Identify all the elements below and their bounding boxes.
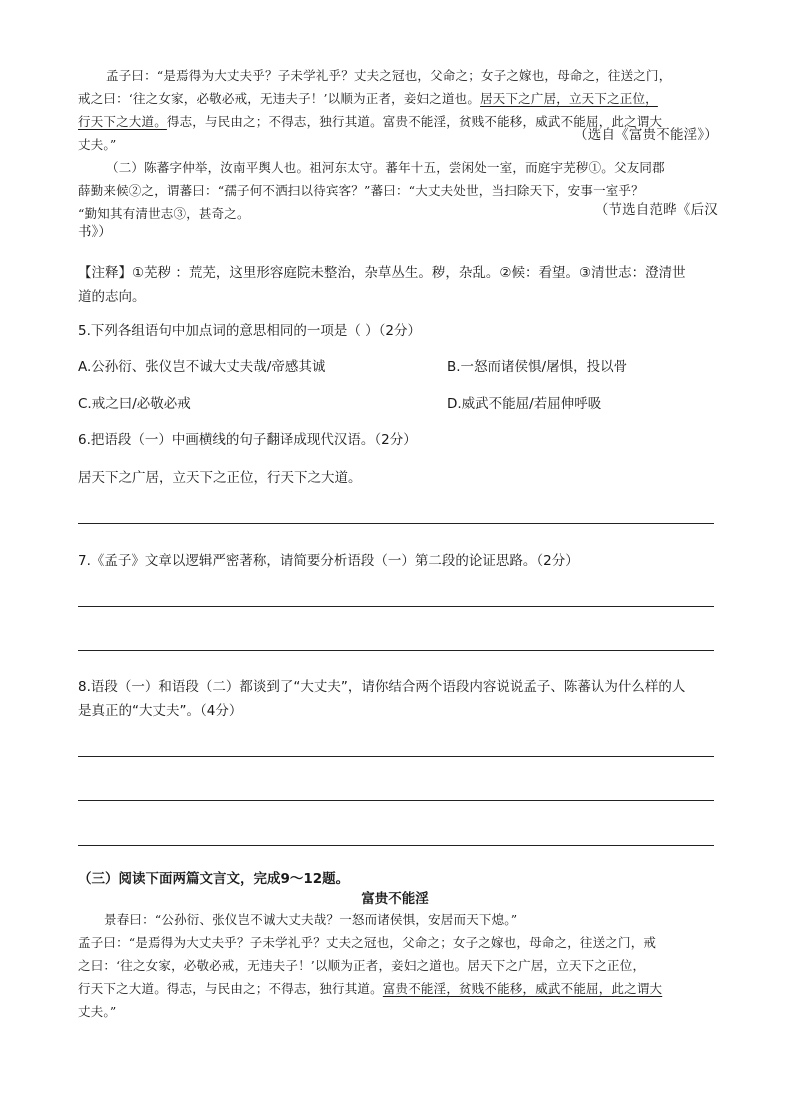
notes-line1-text: 【注释】①芜秽 ：荒芜，这里形容庭院未整治，杂草丛生。秽，杂乱。②候：看望。③清世志：澄清世	[78, 265, 686, 281]
q8-answer-line-2[interactable]	[78, 800, 714, 801]
q7-answer-line-2[interactable]	[78, 650, 714, 651]
section3-line5: 丈夫。”	[78, 1004, 117, 1019]
q5-option-a[interactable]: A.公孙衍、张仪岂不诚大丈夫哉/帝感其诚	[78, 359, 326, 375]
q8-answer-line-1[interactable]	[78, 756, 714, 757]
passage1-line3-underlined: 行天下之大道。	[78, 114, 167, 129]
section3-line1	[78, 910, 718, 930]
passage2-line3	[78, 204, 718, 224]
passage2-line2-text: 薛勤来候②之，谓蕃曰：“孺子何不洒扫以待宾客？”蕃曰：“大丈夫处世，当扫除天下，安事一室乎？	[78, 183, 644, 198]
q8-answer-line-3[interactable]	[78, 845, 714, 846]
notes-line1	[78, 263, 718, 283]
passage1-line1-text: 孟子曰：“是焉得为大丈夫乎？子未学礼乎？丈夫之冠也，父命之；女子之嫁也，母命之，往送之门，	[106, 68, 672, 83]
section3-line1-text: 景春曰：“公孙衍、张仪岂不诚大丈夫哉？一怒而诸侯惧，安居而天下熄。”	[104, 912, 518, 927]
section3-title: 富贵不能淫	[361, 891, 429, 907]
passage2-line1	[78, 158, 718, 178]
notes-line2: 道的志向。	[78, 289, 146, 305]
section3-line4-text: 行天下之大道。得志，与民由之；不得志，独行其道。	[78, 981, 383, 996]
passage2-source1: （节选自范晔《后汉	[594, 202, 718, 218]
passage2-line1-text: （二）陈蕃字仲举，汝南平舆人也。祖河东太守。蕃年十五，尝闲处一室，而庭宇芜秽①。父友同郡	[106, 160, 665, 175]
q8-line1: 8.语段（一）和语段（二）都谈到了“大丈夫”，请你结合两个语段内容说说孟子、陈蕃认为什么样的人	[78, 679, 686, 695]
passage1-line1	[78, 66, 718, 86]
passage2-source2: 书》）	[78, 224, 112, 240]
section3-line4	[78, 979, 718, 999]
passage1-line4-text: 丈夫。”	[78, 137, 117, 152]
q8-line2: 是真正的“大丈夫”。（4分）	[78, 703, 243, 719]
passage1-line2-text: 戒之曰：‘往之女家，必敬必戒，无违夫子！’以顺为正者，妾妇之道也。	[78, 91, 481, 106]
passage1-line3-text: 得志，与民由之；不得志，独行其道。富贵不能淫，贫贱不能移，威武不能屈，此之谓大	[166, 114, 663, 129]
q6-sentence: 居天下之广居，立天下之正位，行天下之大道。	[78, 470, 362, 486]
passage2-line3-text: “勤知其有清世志③，甚奇之。	[78, 206, 250, 221]
passage1-line2	[78, 89, 718, 109]
passage1-line2-underlined: 居天下之广居，立天下之正位，	[480, 91, 658, 106]
q5-stem: 5.下列各组语句中加点词的意思相同的一项是（ ）（2分）	[78, 323, 422, 339]
section3-line2: 孟子曰：“是焉得为大丈夫乎？子未学礼乎？丈夫之冠也，父命之；女子之嫁也，母命之，往送之门，戒	[78, 935, 657, 950]
section3-heading: （三）阅读下面两篇文言文，完成9～12题。	[78, 871, 350, 887]
q5-option-d[interactable]: D.威武不能屈/若屈伸呼吸	[447, 396, 602, 412]
passage1-source: （选自《富贵不能淫》）	[574, 127, 718, 143]
q6-stem: 6.把语段（一）中画横线的句子翻译成现代汉语。（2分）	[78, 432, 417, 448]
section3-line4-underlined: 富贵不能淫，贫贱不能移，威武不能屈，此之谓大	[382, 981, 663, 996]
q5-option-b[interactable]: B.一怒而诸侯惧/屠惧，投以骨	[447, 359, 628, 375]
q7-stem: 7.《孟子》文章以逻辑严密著称，请简要分析语段（一）第二段的论证思路。（2分）	[78, 553, 579, 569]
q5-option-c[interactable]: C.戒之曰/必敬必戒	[78, 396, 191, 412]
q6-answer-line[interactable]	[78, 523, 714, 524]
passage2-line2	[78, 181, 718, 201]
section3-line3: 之曰：‘往之女家，必敬必戒，无违夫子！’以顺为正者，妾妇之道也。居天下之广居，立天下之正位，	[78, 958, 646, 973]
q7-answer-line-1[interactable]	[78, 606, 714, 607]
